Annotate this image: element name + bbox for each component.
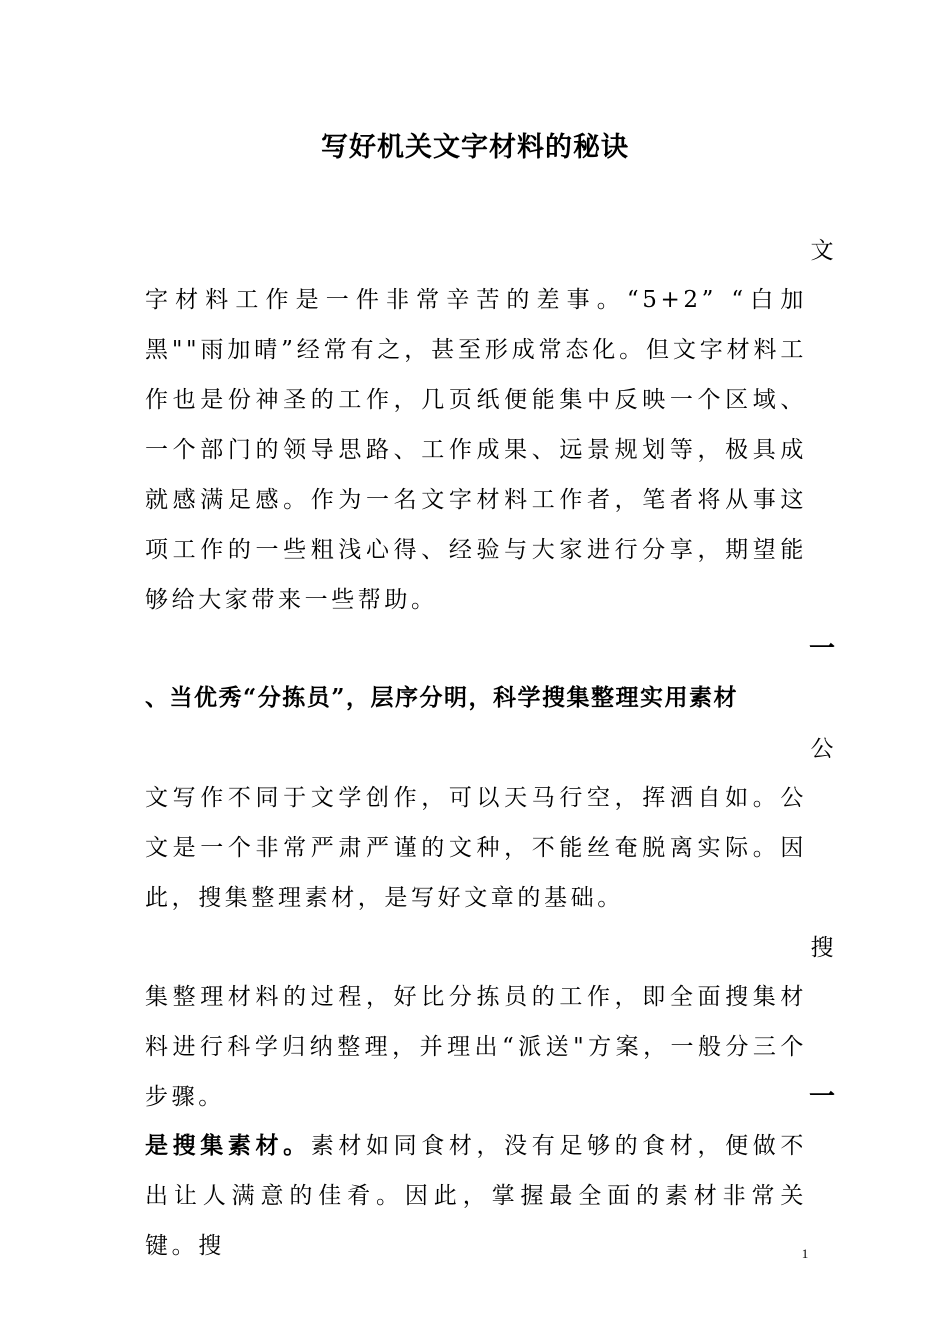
para-1-text: 文写作不同于文学创作，可以天马行空，挥洒自如。公文是一个非常严肃严谨的文种，不能丝奄脱离实际。因此，搜集整理素材，是写好文章的基础。	[145, 785, 807, 911]
section-1-heading: 、当优秀“分拣员”，层序分明，科学搜集整理实用素材	[145, 684, 738, 711]
intro-first-char: 文	[810, 238, 834, 264]
para-2-text: 集整理材料的过程，好比分拣员的工作，即全面搜集材料进行科学归纳整理，并理出“派送"方案，一般分三个步骤。	[145, 984, 807, 1110]
para-3-text	[145, 1121, 807, 1271]
para-3-lead: 是搜集素材。	[145, 1132, 311, 1159]
para-1-first-char: 公	[810, 736, 834, 762]
page-number: 1	[801, 1246, 809, 1261]
section-1-first-char: 一	[808, 634, 835, 664]
para-3-first-char: 一	[808, 1082, 835, 1112]
page-title: 写好机关文字材料的秘诀	[321, 132, 629, 163]
para-2-first-char: 搜	[810, 935, 834, 961]
para-3-body: 素材如同食材，没有足够的食材，便做不出让人满意的佳肴。因此，掌握最全面的素材非常关键。搜	[145, 1133, 807, 1259]
intro-paragraph: 字材料工作是一件非常辛苦的差事。“5+2” “白加黑""雨加晴”经常有之，甚至形成常态化。但文字材料工作也是份神圣的工作，几页纸便能集中反映一个区域、一个部门的领导思路、工作成果、远景规划等，极具成就感满足感。作为一名文字材料工作者，笔者将从事这项工作的一些粗浅心得、经验与大家进行分享，期望能够给大家带来一些帮助。	[145, 287, 807, 613]
